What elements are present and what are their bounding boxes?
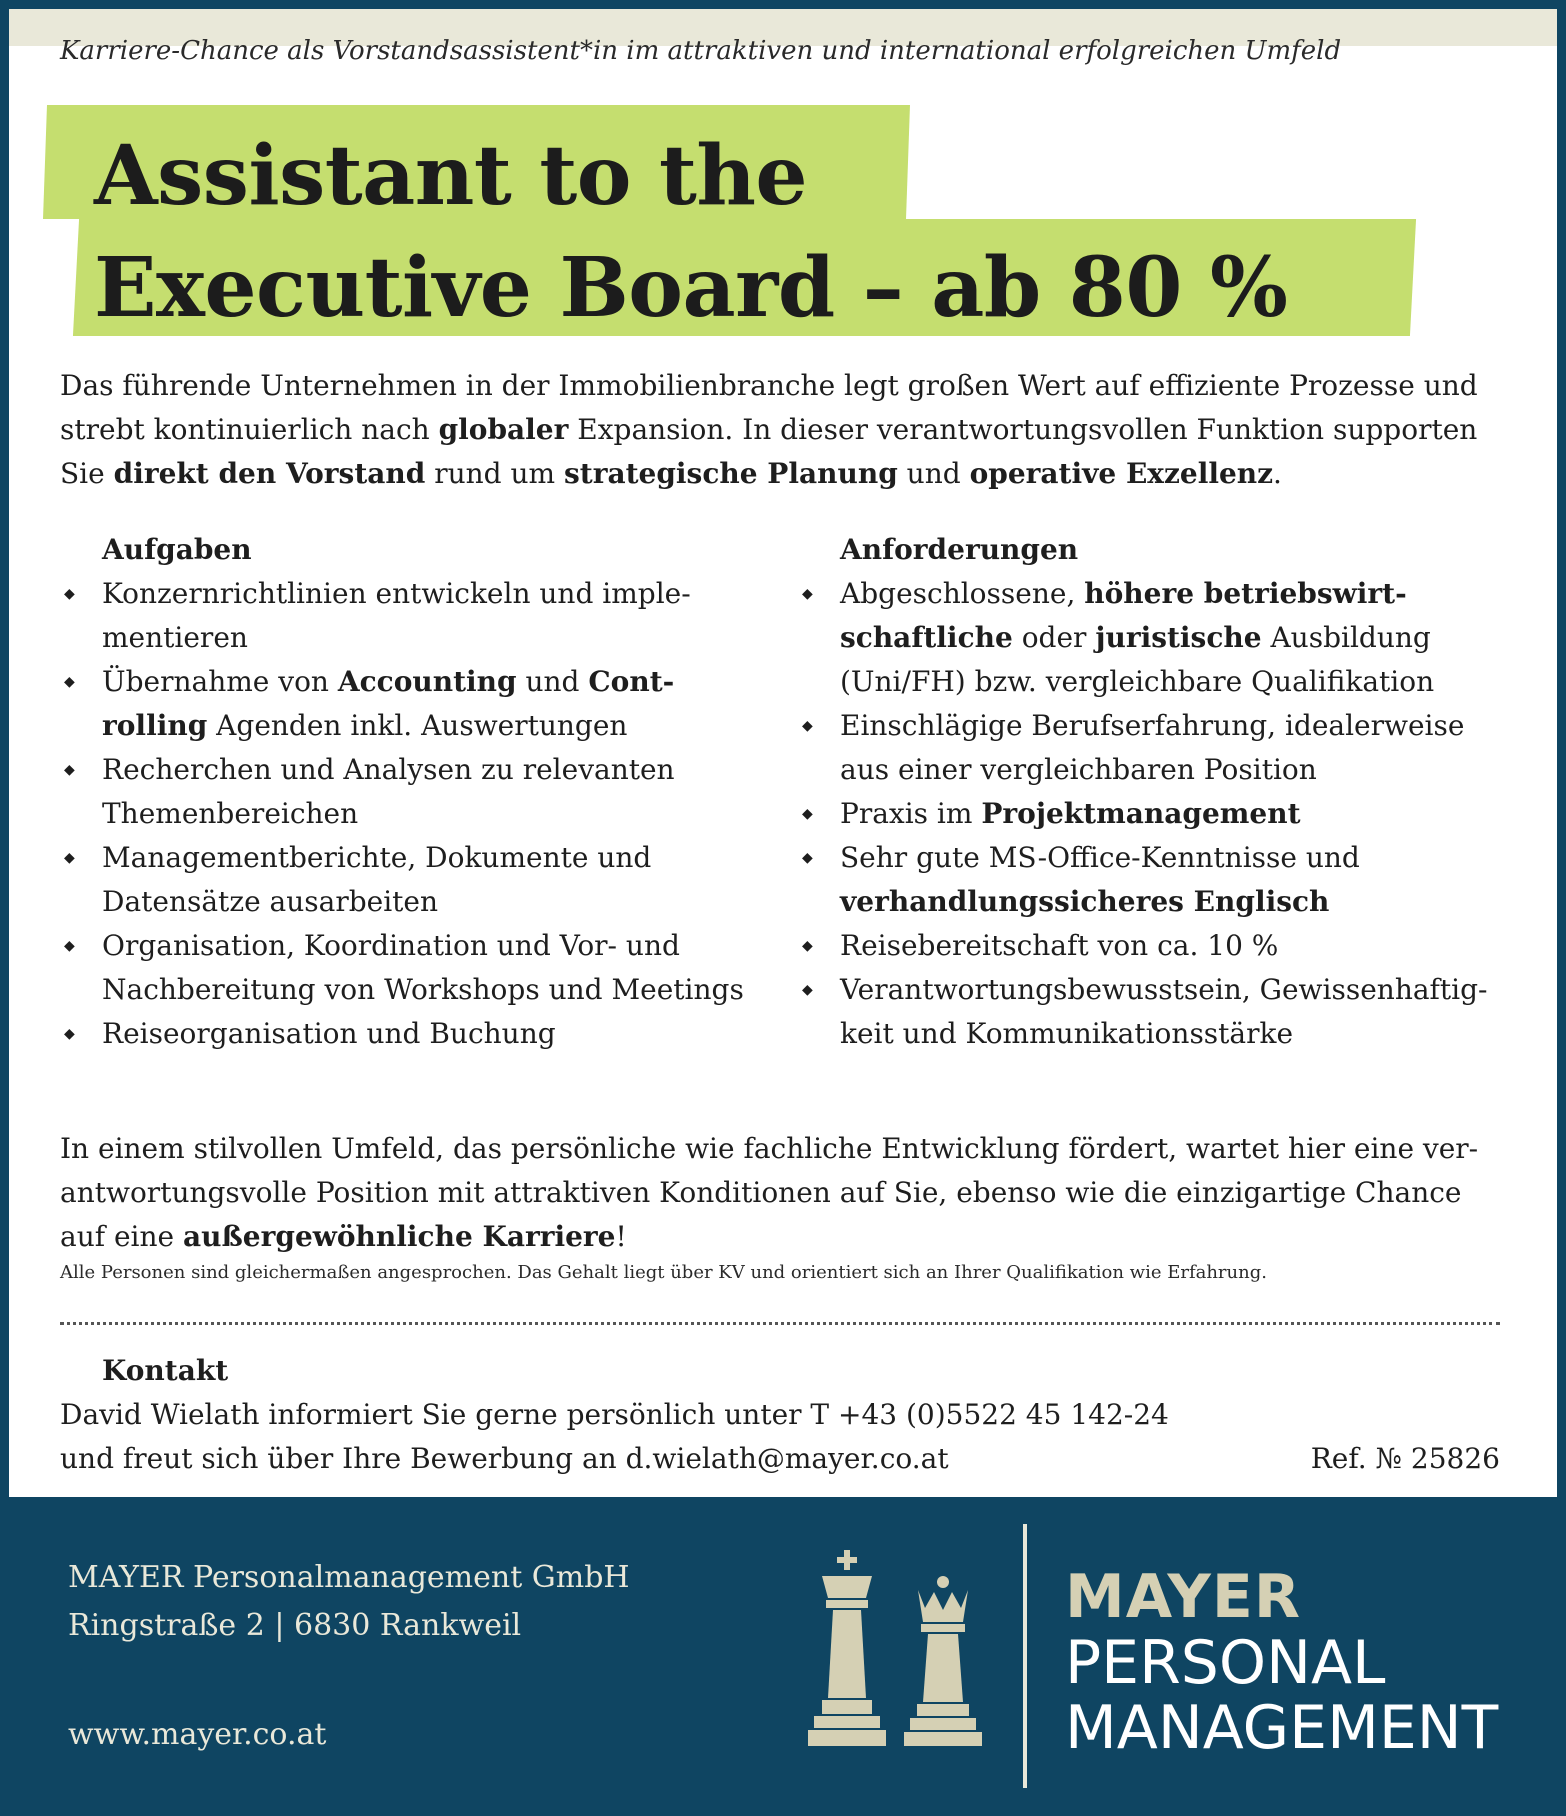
task-item: ◆ Managementberichte, Dokumente und Datensätze ausarbeiten: [60, 836, 760, 924]
intro-paragraph: [60, 364, 1500, 496]
requirements-list: [798, 572, 1518, 1056]
task-item: ◆ Reiseorganisation und Buchung: [60, 1012, 760, 1056]
contact-email-line[interactable]: und freut sich über Ihre Bewerbung an d.wielath@mayer.co.at: [60, 1442, 949, 1475]
footer-website-link[interactable]: www.mayer.co.at: [68, 1717, 327, 1752]
req-bold: juristische: [1095, 621, 1262, 654]
requirement-item: ◆ Verantwortungsbewusstsein, Gewissenhaftig-keit und Kommunikationsstärke: [798, 968, 1518, 1056]
task-bold: Cont-rolling: [102, 665, 675, 742]
requirement-item: [798, 792, 1518, 836]
task-text: Übernahme von: [102, 665, 338, 698]
intro-bold: operative Exzellenz: [969, 457, 1274, 490]
req-text: Ausbildung (Uni/FH) bzw. vergleichbare Qualifikation: [840, 621, 1435, 698]
logo-personal: PERSONAL: [1065, 1628, 1386, 1698]
tasks-column: [60, 528, 760, 1056]
closing-paragraph: [60, 1127, 1500, 1259]
footer-company: MAYER Personalmanagement GmbH: [68, 1560, 630, 1595]
outro-text: !: [615, 1220, 627, 1253]
ad-subtitle: Karriere-Chance als Vorstandsassistent*in im attraktiven und international erfolgreichen Umfeld: [60, 36, 1342, 66]
requirement-item: [798, 572, 1518, 704]
intro-bold: strategische Planung: [564, 457, 898, 490]
req-text: Sehr gute MS-Office-Kenntnisse und: [840, 841, 1360, 874]
intro-text: Expansion. In dieser verantwortungsvollen Funktion supporten Sie: [60, 413, 1478, 490]
job-title-line1: Assistant to the: [94, 128, 808, 224]
req-text: oder: [1012, 621, 1096, 654]
job-title-line2: Executive Board – ab 80 %: [94, 240, 1288, 336]
intro-bold: direkt den Vorstand: [113, 457, 426, 490]
fine-print: Alle Personen sind gleichermaßen angesprochen. Das Gehalt liegt über KV und orientiert sich an Ihrer Qualifikation wie Erfahrung.: [60, 1262, 1267, 1283]
contact-phone-line: David Wielath informiert Sie gerne persönlich unter T +43 (0)5522 45 142-24: [60, 1398, 1169, 1431]
req-bold: Projektmanagement: [981, 797, 1301, 830]
intro-text: .: [1273, 457, 1282, 490]
job-title: [94, 120, 1287, 344]
tasks-list: [60, 572, 760, 1056]
req-bold: verhandlungssicheres Englisch: [840, 885, 1330, 918]
task-text: und: [516, 665, 589, 698]
task-item: ◆ Konzernrichtlinien entwickeln und imple-mentieren: [60, 572, 760, 660]
req-text: Abgeschlossene,: [840, 577, 1085, 610]
requirement-item: ◆ Reisebereitschaft von ca. 10 %: [798, 924, 1518, 968]
outro-bold: außergewöhnliche Karriere: [183, 1220, 616, 1253]
reference-number: Ref. № 25826: [1310, 1442, 1500, 1475]
logo-divider: [1023, 1524, 1027, 1788]
requirements-heading: Anforderungen: [840, 533, 1079, 566]
task-bold: Accounting: [337, 665, 517, 698]
intro-text: und: [897, 457, 970, 490]
chess-king-queen-icon: [800, 1550, 1000, 1750]
outro-text: In einem stilvollen Umfeld, das persönliche wie fachliche Entwicklung fördert, wartet hier eine ver-antwortungsvolle Position mit attraktiven Konditionen auf Sie, ebenso wie die einzigartige Chance auf eine: [60, 1132, 1479, 1253]
footer-address: Ringstraße 2 | 6830 Rankweil: [68, 1608, 522, 1643]
task-item: ◆ Recherchen und Analysen zu relevanten Themenbereichen: [60, 748, 760, 836]
logo-mayer: MAYER: [1065, 1562, 1302, 1632]
requirement-item: [798, 836, 1518, 924]
req-bold: höhere betriebswirt-schaftliche: [840, 577, 1407, 654]
intro-text: Das führende Unternehmen in der Immobilienbranche legt großen Wert auf effiziente Prozesse und strebt kontinuierlich nach: [60, 369, 1478, 446]
contact-heading: Kontakt: [102, 1354, 229, 1387]
requirement-item: ◆ Einschlägige Berufserfahrung, idealerweise aus einer vergleichbaren Position: [798, 704, 1518, 792]
intro-text: rund um: [425, 457, 564, 490]
logo-management: MANAGEMENT: [1065, 1693, 1499, 1763]
dotted-divider: [60, 1322, 1500, 1325]
intro-bold: globaler: [438, 413, 569, 446]
task-item: ◆ Organisation, Koordination und Vor- und Nachbereitung von Workshops und Meetings: [60, 924, 760, 1012]
requirements-column: [798, 528, 1518, 1056]
task-text: Agenden inkl. Auswertungen: [207, 709, 628, 742]
task-item: [60, 660, 760, 748]
tasks-heading: Aufgaben: [102, 533, 252, 566]
req-text: Praxis im: [840, 797, 982, 830]
